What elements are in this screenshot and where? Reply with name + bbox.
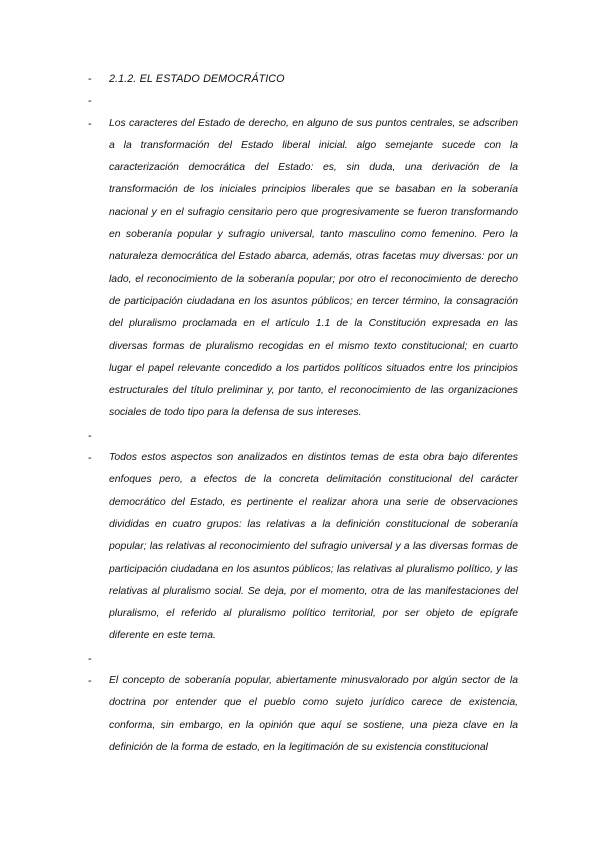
list-bullet: -	[88, 117, 92, 130]
list-item-empty	[88, 90, 518, 112]
list-bullet: -	[88, 675, 92, 688]
paragraph-text: El concepto de soberanía popular, abiertamente minusvalorado por algún sector de la doctrina por entender que el pueblo como sujeto jurídico carece de existencia, conforma, sin embargo, en la opinión que aquí se sostiene, una pieza clave en la definición de la forma de estado, en la legitimación de su existencia constitucional	[109, 675, 518, 753]
paragraph-text: Todos estos aspectos son analizados en distintos temas de esta obra bajo diferentes enfoques pero, a efectos de la concreta delimitación constitucional del carácter democrático del Estado, es pertinente el realizar ahora una serie de observaciones divididas en cuatro grupos: las relativas a la definición constitucional de soberanía popular; las relativas al reconocimiento del sufragio universal y a las diversas formas de participación ciudadana en los asuntos públicos; las relativas al pluralismo político, y las relativas al pluralismo social. Se deja, por el momento, otra de las manifestaciones del pluralismo, el referido al pluralismo político territorial, por ser objeto de epígrafe diferente en este tema.	[109, 452, 518, 642]
section-heading: 2.1.2. EL ESTADO DEMOCRÁTICO	[109, 73, 285, 85]
list-bullet: -	[88, 95, 92, 108]
list-item-paragraph	[88, 447, 518, 648]
list-item-paragraph	[88, 113, 518, 425]
list-bullet: -	[88, 73, 92, 85]
empty-text	[109, 648, 518, 670]
empty-text	[109, 90, 518, 112]
list-item-paragraph	[88, 670, 518, 759]
paragraph-text: Los caracteres del Estado de derecho, en alguno de sus puntos centrales, se adscriben a la transformación del Estado liberal inicial. algo semejante sucede con la caracterización democrática del Estado: es, sin duda, una derivación de la transformación de los iniciales principios liberales que se basaban en la soberanía nacional y en el sufragio censitario pero que progresivamente se fueron transformando en soberanía popular y sufragio universal, tanto masculino como femenino. Pero la naturaleza democrática del Estado abarca, además, otras facetas muy diversas: por un lado, el reconocimiento de la soberanía popular; por otro el reconocimiento de derecho de participación ciudadana en los asuntos públicos; en tercer término, la consagración del pluralismo proclamada en el artículo 1.1 de la Constitución expresada en las diversas formas de pluralismo recogidas en el mismo texto constitucional; en cuarto lugar el papel relevante concedido a los partidos políticos situados entre los principios estructurales del título preliminar y, por tanto, el reconocimiento de las organizaciones sociales de todo tipo para la defensa de sus intereses.	[109, 117, 518, 419]
list-item-heading	[88, 68, 518, 90]
empty-text	[109, 425, 518, 447]
list-item-empty	[88, 425, 518, 447]
document-list	[88, 68, 518, 759]
list-bullet: -	[88, 429, 92, 442]
list-bullet: -	[88, 652, 92, 665]
list-bullet: -	[88, 452, 92, 465]
list-item-empty	[88, 648, 518, 670]
